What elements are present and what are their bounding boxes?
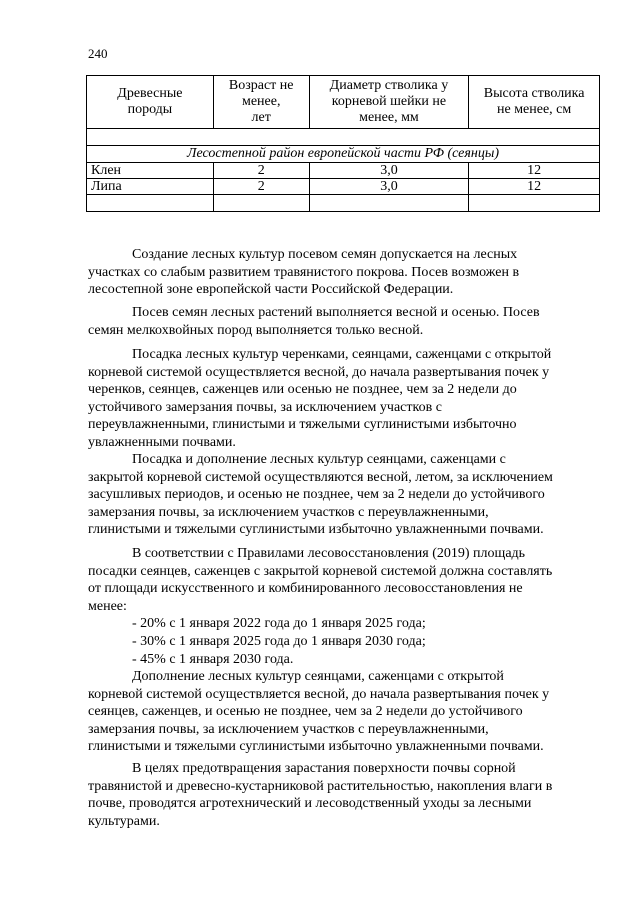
header-line: лет [251,110,271,125]
header-line: менее, мм [359,110,419,125]
header-diameter [309,76,469,129]
text-line: глинистыми и тяжелыми суглинистыми избыточно увлажненными почвами. [88,739,544,755]
paragraph-open-root-planting [88,346,594,452]
paragraph-reforestation-rules [88,545,594,668]
text-line: замерзания почвы, за исключением участков с переувлажненными, [88,504,489,520]
text-line: Посев семян лесных растений выполняется весной и осенью. Посев [132,305,540,320]
text-line: увлажненными почвами. [88,434,236,450]
table-empty-row [87,129,600,146]
list-item: - 20% с 1 января 2022 года до 1 января 2025 года; [132,616,426,632]
text-line: лесостепной зоне европейской части Российской Федерации. [88,282,454,298]
paragraph-care [88,760,594,830]
header-age [213,76,309,129]
table-region-row [87,146,600,163]
cell-species: Липа [87,179,214,195]
text-line: замерзания почвы, за исключением участков с переувлажненными, [88,721,489,737]
text-line: Посадка лесных культур черенками, сеянцами, саженцами с открытой [132,347,552,362]
cell-age: 2 [213,179,309,195]
list-item: - 30% с 1 января 2025 года до 1 января 2030 года; [132,633,426,649]
region-title: Лесостепной район европейской части РФ (сеянцы) [87,146,600,163]
text-line: от площади искусственного и комбинированного лесовосстановления не [88,581,523,597]
text-line: черенков, сеянцев, саженцев или осенью не позднее, чем за 2 недели до [88,382,517,398]
paragraph-direct-seeding [88,246,594,299]
text-line: травянистой и древесно-кустарниковой растительностью, накопления влаги в [88,778,553,794]
paragraph-seeding-season [88,304,594,339]
paragraph-closed-root-planting [88,451,594,539]
cell-diameter: 3,0 [309,163,469,179]
header-line: менее, [241,94,281,109]
cell-age: 2 [213,163,309,179]
text-line: корневой системой осуществляется весной, до начала развертывания почек у [88,686,550,702]
text-line: закрытой корневой системой осуществляются весной, летом, за исключением [88,469,553,485]
text-line: корневой системой осуществляется весной, до начала развертывания почек у [88,364,550,380]
text-line: В целях предотвращения зарастания поверхности почвы сорной [132,761,516,776]
text-line: Посадка и дополнение лесных культур сеянцами, саженцами с [132,452,506,467]
text-line: Дополнение лесных культур сеянцами, саженцами с открытой [132,669,504,684]
header-line: Древесные [117,86,183,101]
cell-diameter: 3,0 [309,179,469,195]
table-row [87,179,600,195]
text-line: участках со слабым развитием травянистого покрова. Посев возможен в [88,264,520,280]
page-number: 240 [88,46,108,61]
cell-species: Клен [87,163,214,179]
cell-height: 12 [469,179,600,195]
table-header-row [87,76,600,129]
text-line: менее: [88,598,127,614]
table-empty-row [87,195,600,212]
text-line: почве, проводятся агротехнический и лесоводственный уходы за лесными [88,796,532,812]
header-line: корневой шейки не [331,94,447,109]
header-line: не менее, см [496,102,572,117]
text-line: глинистыми и тяжелыми суглинистыми избыточно увлажненными почвами. [88,522,544,538]
list-item: - 45% с 1 января 2030 года. [132,651,294,667]
text-line: культурами. [88,813,160,829]
seedling-standards-table [86,75,600,212]
text-line: засушливых периодов, и осенью не позднее, чем за 2 недели до устойчивого [88,487,545,503]
header-species [87,76,214,129]
text-line: сеянцев, саженцев, и осенью не позднее, чем за 2 недели до устойчивого [88,704,523,720]
header-line: породы [127,102,173,117]
text-line: семян мелкохвойных пород выполняется только весной. [88,322,424,338]
header-height [469,76,600,129]
paragraph-supplementing [88,668,594,756]
percentage-list [88,615,594,668]
table-row [87,163,600,179]
text-line: Создание лесных культур посевом семян допускается на лесных [132,247,518,262]
text-line: посадки сеянцев, саженцев с закрытой корневой системой должна составлять [88,563,553,579]
header-line: Возраст не [228,78,294,93]
header-line: Высота стволика [483,86,585,101]
cell-height: 12 [469,163,600,179]
text-line: устойчивого замерзания почвы, за исключением участков с [88,399,442,415]
text-line: В соответствии с Правилами лесовосстановления (2019) площадь [132,546,526,561]
header-line: Диаметр стволика у [329,78,449,93]
text-line: переувлажненными, глинистыми и тяжелыми суглинистыми избыточно [88,417,517,433]
